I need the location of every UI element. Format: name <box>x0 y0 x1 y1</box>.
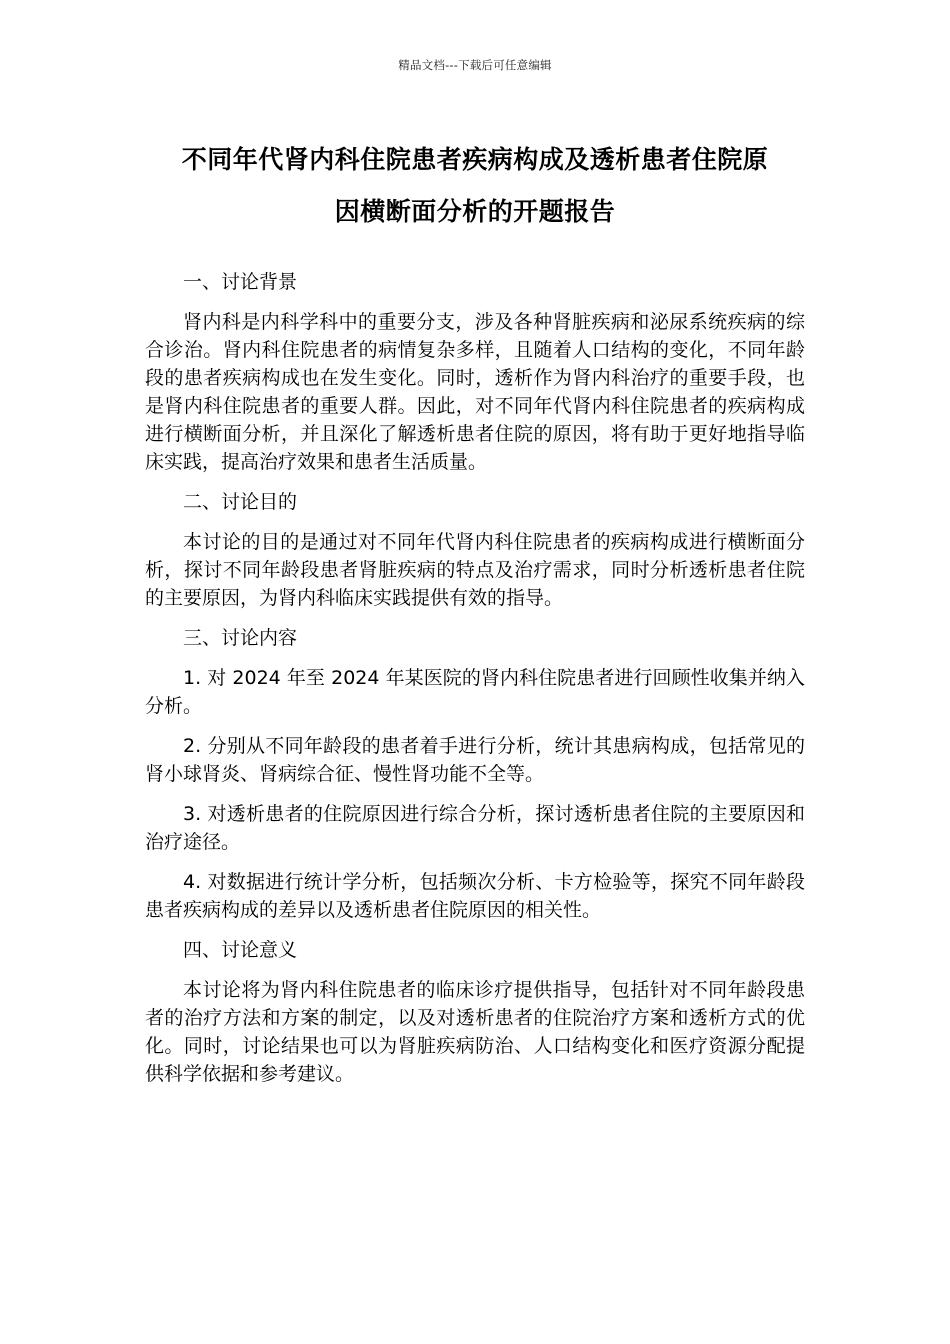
section-heading-background: 一、讨论背景 <box>183 271 298 293</box>
document-body <box>145 268 805 1100</box>
list-item-content-1: 1. 对 2024 年至 2024 年某医院的肾内科住院患者进行回顾性收集并纳入分析。 <box>145 667 805 717</box>
title-line-2: 因横断面分析的开题报告 <box>334 197 616 226</box>
header-note: 精品文档---下载后可任意编辑 <box>398 58 552 72</box>
section-heading-content: 三、讨论内容 <box>183 627 298 649</box>
section-heading-significance: 四、讨论意义 <box>183 939 298 961</box>
list-item-content-2: 2. 分别从不同年龄段的患者着手进行分析，统计其患病构成，包括常见的肾小球肾炎、肾病综合征、慢性肾功能不全等。 <box>145 735 805 785</box>
paragraph-significance: 本讨论将为肾内科住院患者的临床诊疗提供指导，包括针对不同年龄段患者的治疗方法和方案的制定，以及对透析患者的住院治疗方案和透析方式的优化。同时，讨论结果也可以为肾脏疾病防治、人口结构变化和医疗资源分配提供科学依据和参考建议。 <box>145 979 805 1085</box>
title-line-1: 不同年代肾内科住院患者疾病构成及透析患者住院原 <box>181 145 769 174</box>
document-title <box>130 134 820 238</box>
paragraph-background: 肾内科是内科学科中的重要分支，涉及各种肾脏疾病和泌尿系统疾病的综合诊治。肾内科住院患者的病情复杂多样，且随着人口结构的变化，不同年龄段的患者疾病构成也在发生变化。同时，透析作为肾内科治疗的重要手段，也是肾内科住院患者的重要人群。因此，对不同年代肾内科住院患者的疾病构成进行横断面分析，并且深化了解透析患者住院的原因，将有助于更好地指导临床实践，提高治疗效果和患者生活质量。 <box>145 311 805 473</box>
list-item-content-4: 4. 对数据进行统计学分析，包括频次分析、卡方检验等，探究不同年龄段患者疾病构成的差异以及透析患者住院原因的相关性。 <box>145 871 805 921</box>
section-heading-purpose: 二、讨论目的 <box>183 491 298 513</box>
list-item-content-3: 3. 对透析患者的住院原因进行综合分析，探讨透析患者住院的主要原因和治疗途径。 <box>145 803 805 853</box>
paragraph-purpose: 本讨论的目的是通过对不同年代肾内科住院患者的疾病构成进行横断面分析，探讨不同年龄段患者肾脏疾病的特点及治疗需求，同时分析透析患者住院的主要原因，为肾内科临床实践提供有效的指导。 <box>145 531 805 609</box>
